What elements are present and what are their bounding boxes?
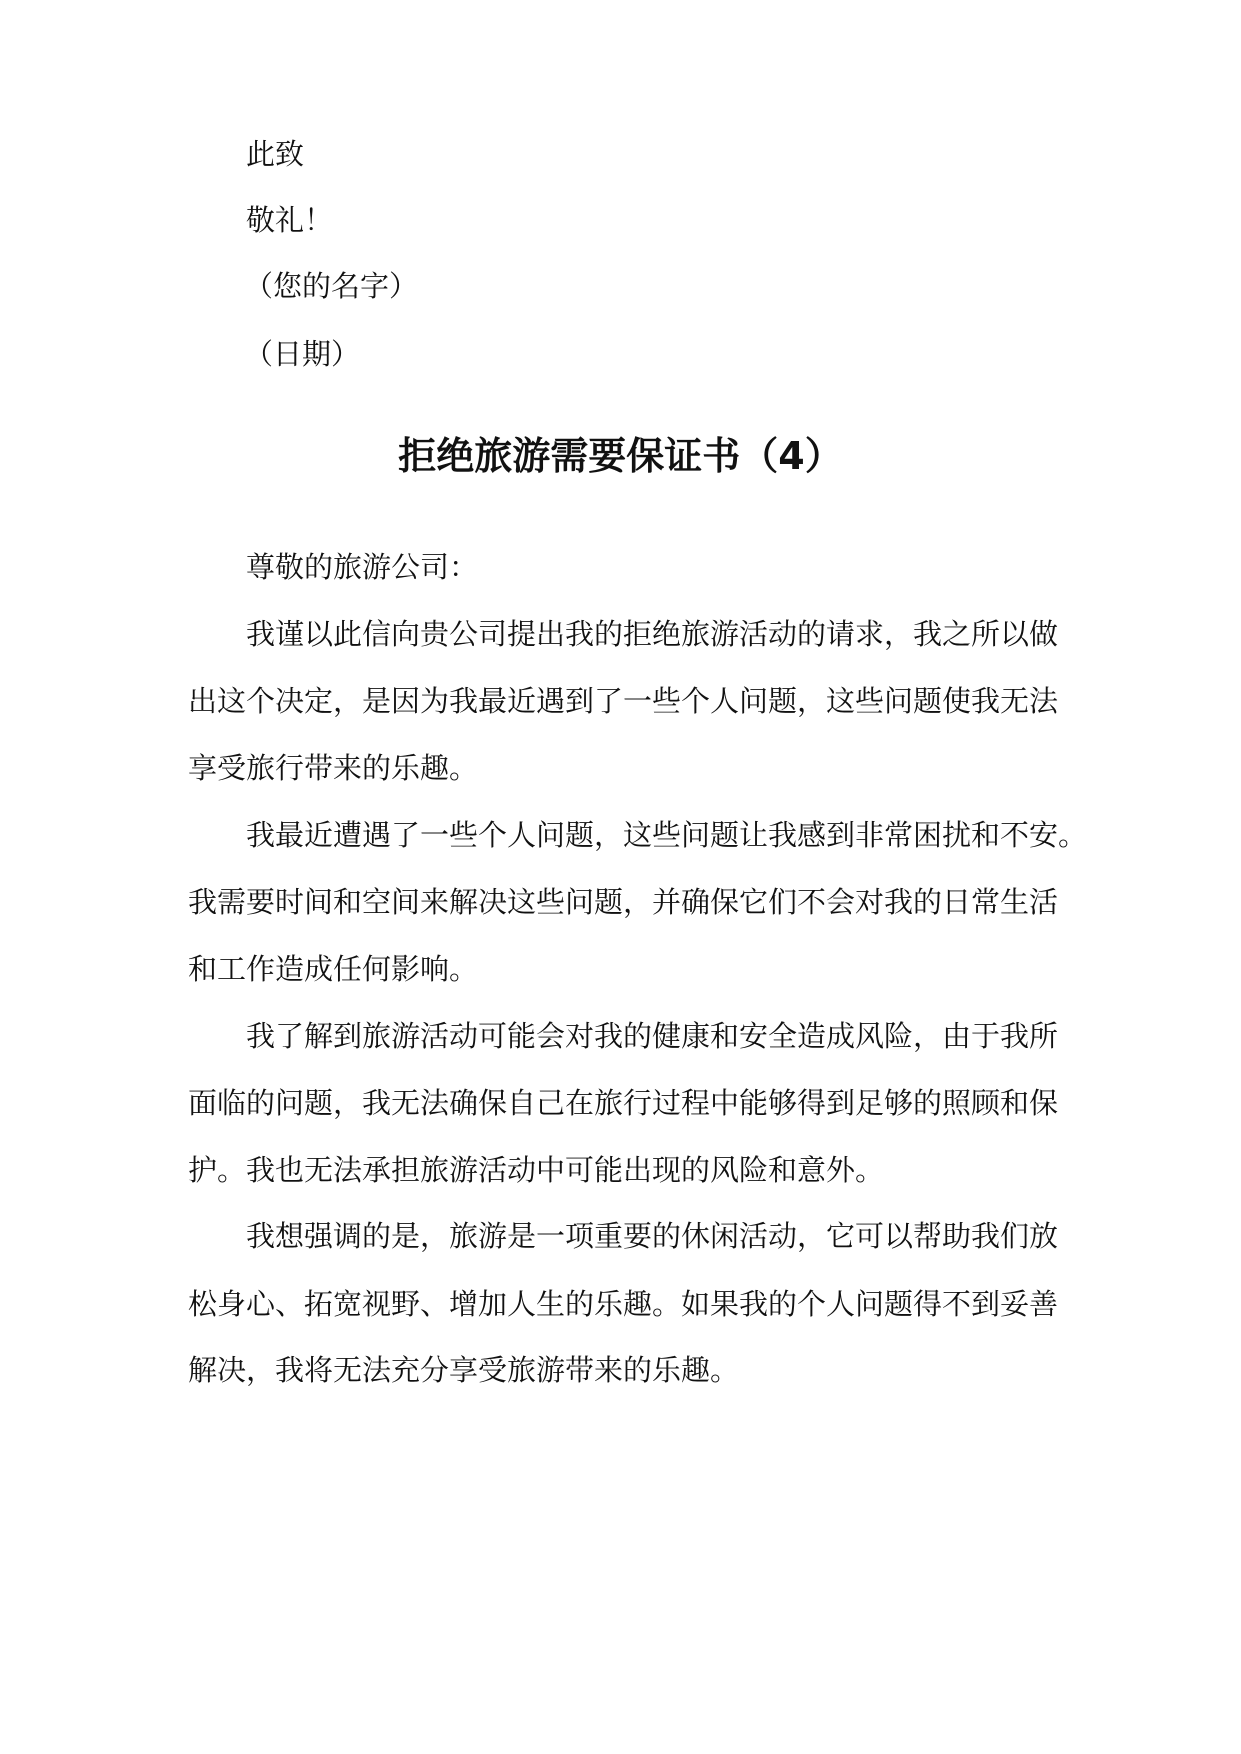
- paragraph-2-line-1: 我最近遭遇了一些个人问题，这些问题让我感到非常困扰和不安。: [246, 818, 1088, 852]
- paragraph-3-line-1: 我了解到旅游活动可能会对我的健康和安全造成风险，由于我所: [246, 1019, 1059, 1053]
- paragraph-2-line-2: 我需要时间和空间来解决这些问题，并确保它们不会对我的日常生活: [188, 885, 1059, 919]
- paragraph-4-line-1: 我想强调的是，旅游是一项重要的休闲活动，它可以帮助我们放: [246, 1219, 1059, 1253]
- signature-name: （您的名字）: [244, 269, 419, 303]
- paragraph-4-line-3: 解决，我将无法充分享受旅游带来的乐趣。: [188, 1353, 740, 1387]
- closing-line-1: 此致: [246, 137, 305, 171]
- paragraph-1-line-2: 出这个决定，是因为我最近遇到了一些个人问题，这些问题使我无法: [188, 684, 1059, 718]
- paragraph-1-line-1: 我谨以此信向贵公司提出我的拒绝旅游活动的请求，我之所以做: [246, 617, 1059, 651]
- paragraph-3-line-2: 面临的问题，我无法确保自己在旅行过程中能够得到足够的照顾和保: [188, 1086, 1059, 1120]
- paragraph-4-line-2: 松身心、拓宽视野、增加人生的乐趣。如果我的个人问题得不到妥善: [188, 1287, 1059, 1321]
- document-title: 拒绝旅游需要保证书（4）: [398, 434, 843, 478]
- closing-line-2: 敬礼！: [246, 203, 334, 237]
- salutation: 尊敬的旅游公司：: [246, 550, 479, 584]
- paragraph-1-line-3: 享受旅行带来的乐趣。: [188, 751, 479, 785]
- signature-date: （日期）: [244, 337, 361, 371]
- paragraph-3-line-3: 护。我也无法承担旅游活动中可能出现的风险和意外。: [188, 1153, 885, 1187]
- paragraph-2-line-3: 和工作造成任何影响。: [188, 952, 479, 986]
